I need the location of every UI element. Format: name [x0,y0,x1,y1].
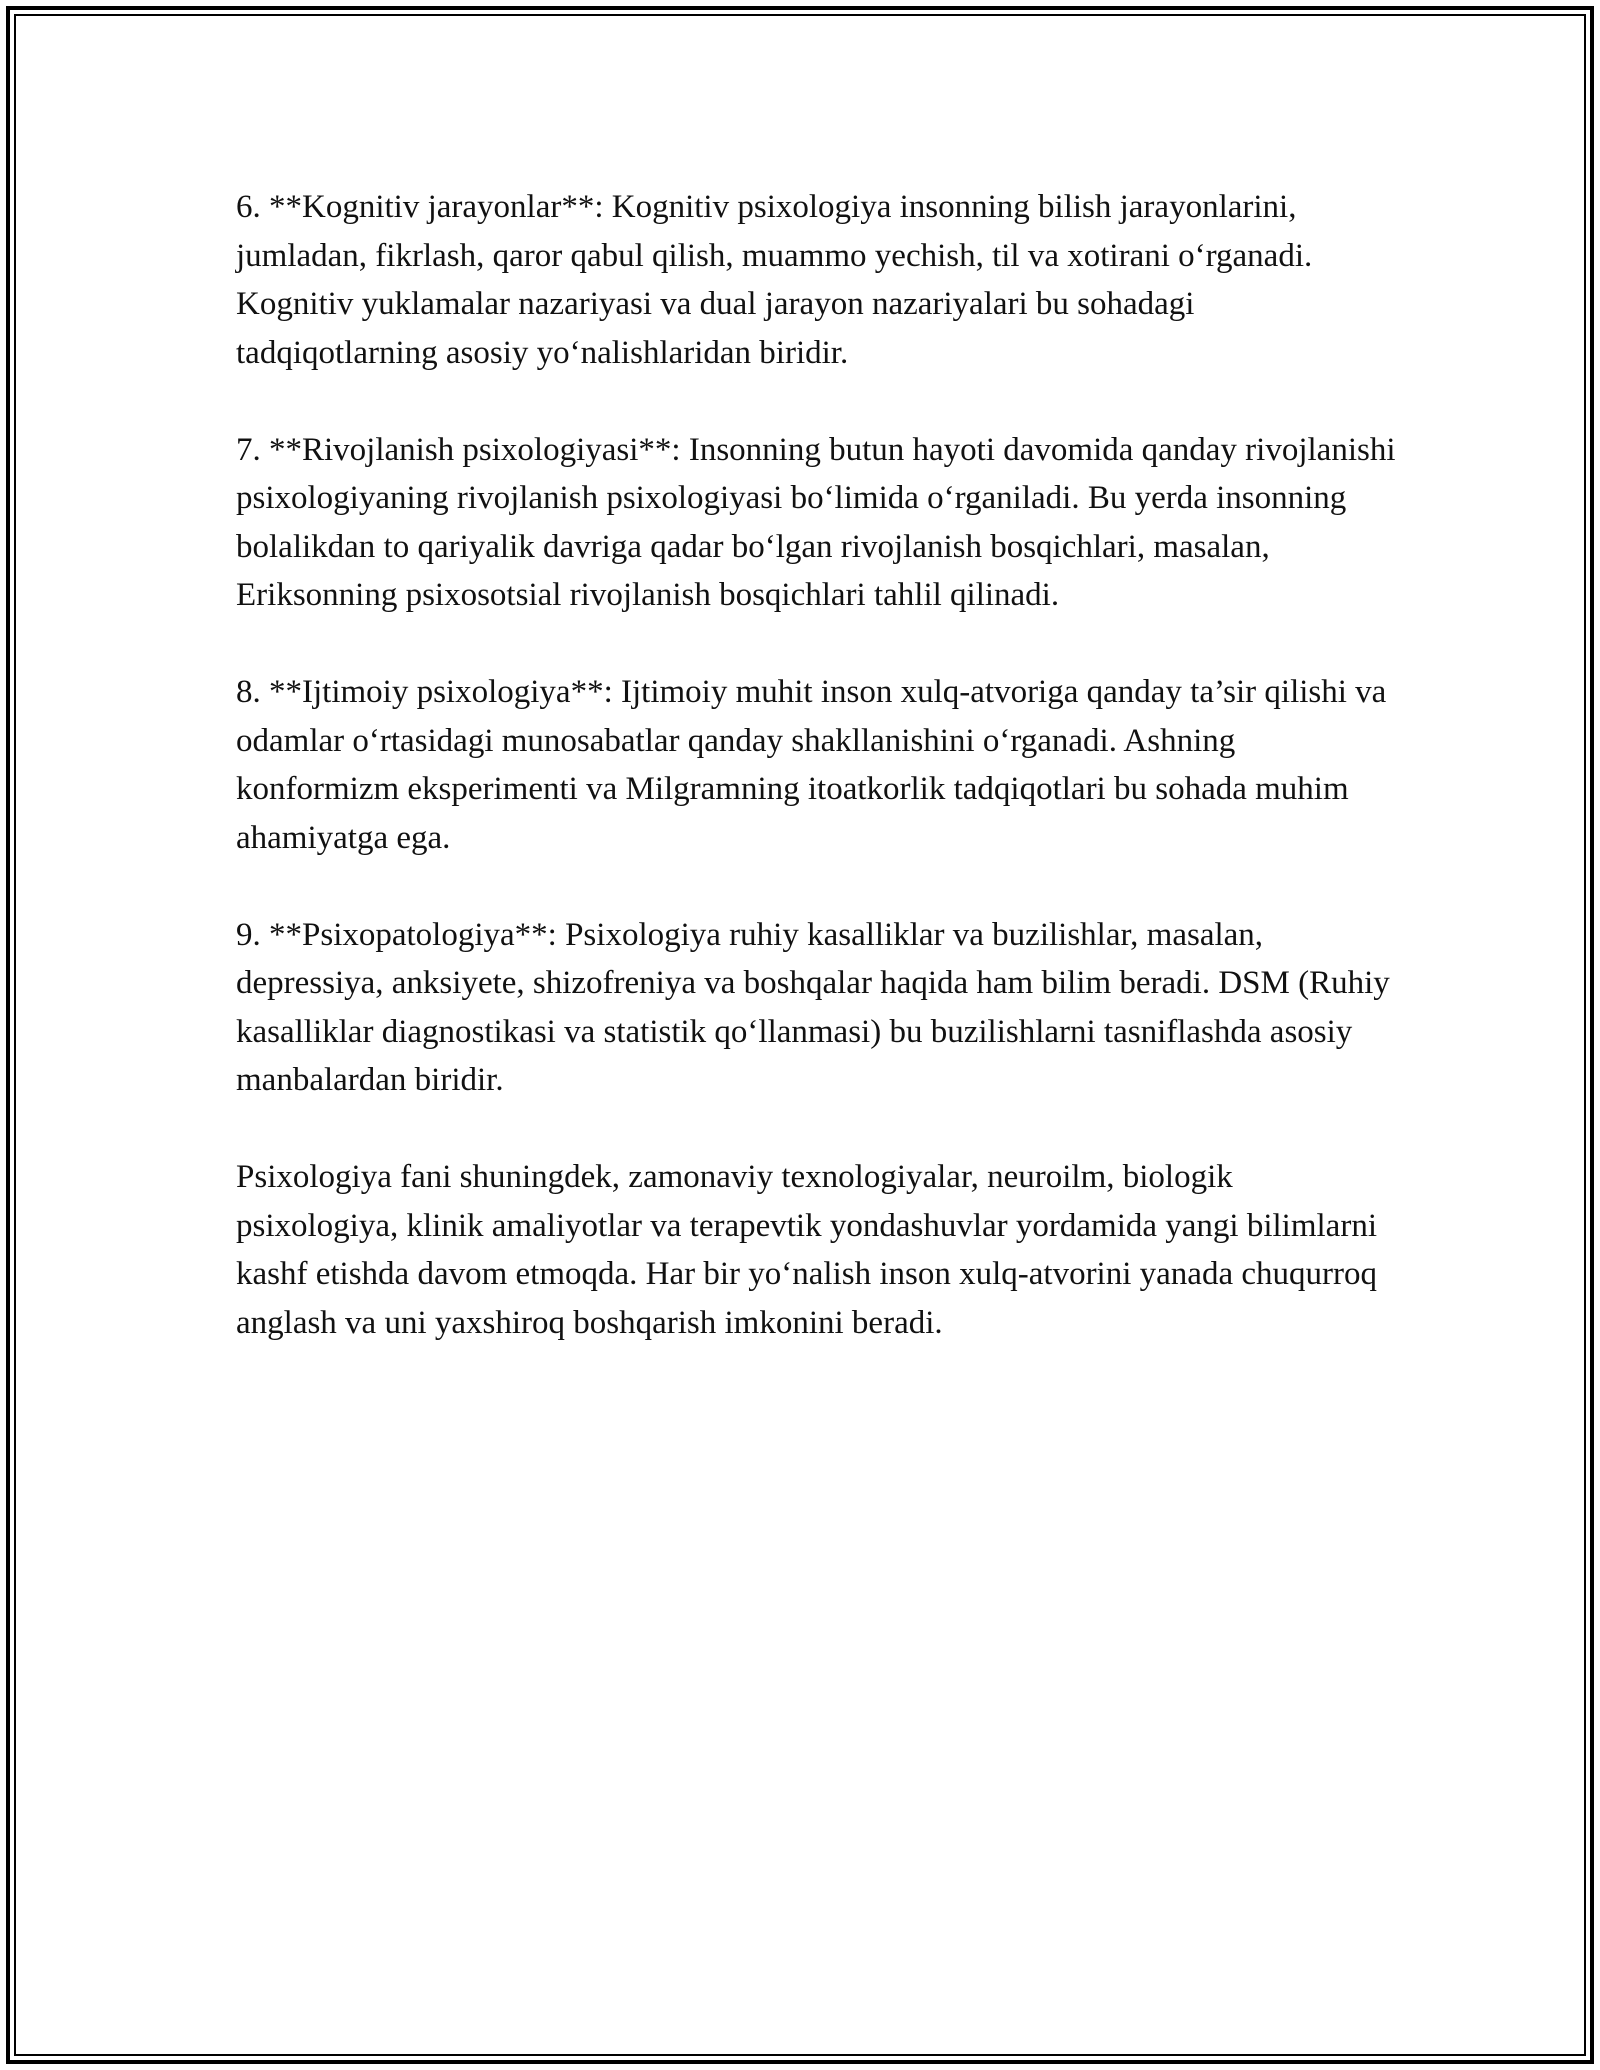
paragraph-ijtimoiy-psixologiya: 8. **Ijtimoiy psixologiya**: Ijtimoiy muhit inson xulq-atvoriga qanday ta’sir qilishi va odamlar o‘rtasidagi munosabatlar qanday shakllanishini o‘rganadi. Ashning konformizm eksperimenti va Milgramning itoatkorlik tadqiqotlari bu sohada muhim ahamiyatga ega. [236,674,1387,856]
document-body [236,183,1396,1396]
paragraph-kognitiv-jarayonlar: 6. **Kognitiv jarayonlar**: Kognitiv psixologiya insonning bilish jarayonlarini, jumladan, fikrlash, qaror qabul qilish, muammo yechish, til va xotirani o‘rganadi. Kognitiv yuklamalar nazariyasi va dual jarayon nazariyalari bu sohadagi tadqiqotlarning asosiy yo‘nalishlaridan biridir. [236,189,1313,371]
paragraph-psixopatologiya: 9. **Psixopatologiya**: Psixologiya ruhiy kasalliklar va buzilishlar, masalan, depressiya, anksiyete, shizofreniya va boshqalar haqida ham bilim beradi. DSM (Ruhiy kasalliklar diagnostikasi va statistik qo‘llanmasi) bu buzilishlarni tasniflashda asosiy manbalardan biridir. [236,916,1390,1098]
paragraph-rivojlanish-psixologiyasi: 7. **Rivojlanish psixologiyasi**: Insonning butun hayoti davomida qanday rivojlanishi psixologiyaning rivojlanish psixologiyasi bo‘limida o‘rganiladi. Bu yerda insonning bolalikdan to qariyalik davriga qadar bo‘lgan rivojlanish bosqichlari, masalan, Eriksonning psixosotsial rivojlanish bosqichlari tahlil qilinadi. [236,431,1396,613]
paragraph-conclusion: Psixologiya fani shuningdek, zamonaviy texnologiyalar, neuroilm, biologik psixologiya, klinik amaliyotlar va terapevtik yondashuvlar yordamida yangi bilimlarni kashf etishda davom etmoqda. Har bir yo‘nalish inson xulq-atvorini yanada chuqurroq anglash va uni yaxshiroq boshqarish imkonini beradi. [236,1159,1377,1341]
